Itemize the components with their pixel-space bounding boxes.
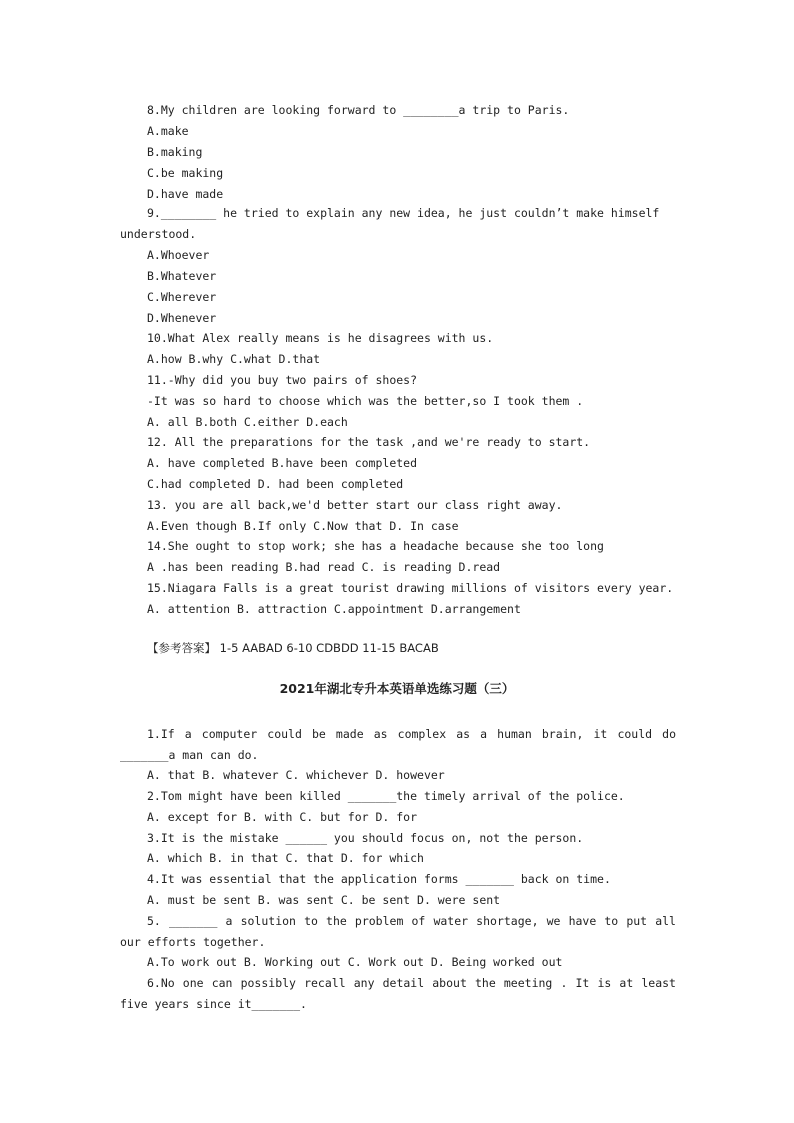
set3-question-4-stem: 4.It was essential that the application forms _______ back on time. [147, 872, 611, 886]
question-9-option-d: D.Whenever [147, 311, 217, 325]
set3-question-2-stem: 2.Tom might have been killed _______the timely arrival of the police. [147, 789, 625, 803]
question-9-stem: 9.________ he tried to explain any new idea, he just couldn’t make himself [147, 206, 660, 220]
question-10-options: A.how B.why C.what D.that [147, 352, 321, 366]
question-9-stem-continued: understood. [120, 227, 197, 241]
set3-question-6-stem-continued: five years since it_______. [120, 997, 307, 1011]
answer-key-label: 【参考答案】 [147, 641, 216, 655]
answer-key-text: 1-5 AABAD 6-10 CDBDD 11-15 BACAB [216, 641, 439, 655]
question-8-option-d: D.have made [147, 187, 224, 201]
question-11-options: A. all B.both C.either D.each [147, 415, 348, 429]
question-13-stem: 13. you are all back,we'd better start our class right away. [147, 498, 563, 512]
question-12-options-line-1: A. have completed B.have been completed [147, 456, 418, 470]
question-15-options: A. attention B. attraction C.appointment D.arrangement [147, 602, 521, 616]
question-10-stem: 10.What Alex really means is he disagrees with us. [147, 331, 494, 345]
question-13-options: A.Even though B.If only C.Now that D. In case [147, 519, 459, 533]
set3-question-1-options: A. that B. whatever C. whichever D. however [147, 768, 445, 782]
question-9-option-a: A.Whoever [147, 248, 210, 262]
set3-question-1-stem-continued: _______a man can do. [120, 748, 259, 762]
question-11-stem: 11.-Why did you buy two pairs of shoes? [147, 373, 418, 387]
set3-question-5-options: A.To work out B. Working out C. Work out D. Being worked out [147, 955, 563, 969]
question-8-option-a: A.make [147, 124, 189, 138]
question-12-stem: 12. All the preparations for the task ,and we're ready to start. [147, 435, 591, 449]
set3-question-2-options: A. except for B. with C. but for D. for [147, 810, 418, 824]
set3-question-4-options: A. must be sent B. was sent C. be sent D. were sent [147, 893, 501, 907]
question-15-stem: 15.Niagara Falls is a great tourist drawing millions of visitors every year. [147, 581, 674, 595]
answer-key [147, 640, 439, 656]
question-8-option-c: C.be making [147, 166, 224, 180]
question-14-options: A .has been reading B.had read C. is reading D.read [147, 560, 501, 574]
question-8-stem: 8.My children are looking forward to ________a trip to Paris. [147, 103, 570, 117]
set3-question-5-stem: 5. _______ a solution to the problem of water shortage, we have to put all [147, 914, 676, 928]
set3-question-6-stem: 6.No one can possibly recall any detail about the meeting . It is at least [147, 976, 676, 990]
question-11-reply: -It was so hard to choose which was the better,so I took them . [147, 394, 584, 408]
question-9-option-c: C.Wherever [147, 290, 217, 304]
question-14-stem: 14.She ought to stop work; she has a headache because she too long [147, 539, 604, 553]
set3-question-3-stem: 3.It is the mistake ______ you should focus on, not the person. [147, 831, 584, 845]
set3-question-1-stem: 1.If a computer could be made as complex as a human brain, it could do [147, 727, 676, 741]
set3-question-3-options: A. which B. in that C. that D. for which [147, 851, 424, 865]
question-8-option-b: B.making [147, 145, 203, 159]
question-12-options-line-2: C.had completed D. had been completed [147, 477, 404, 491]
set3-question-5-stem-continued: our efforts together. [120, 935, 266, 949]
question-9-option-b: B.Whatever [147, 269, 217, 283]
section-title: 2021年湖北专升本英语单选练习题（三） [279, 681, 515, 696]
